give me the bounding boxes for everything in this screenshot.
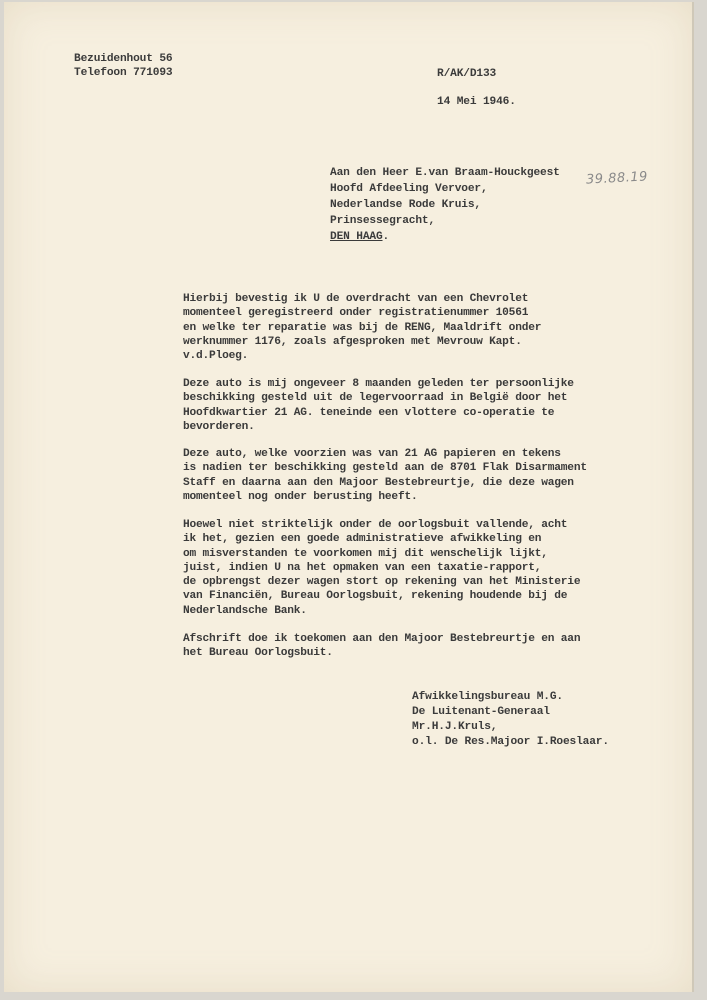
- paragraph-line: ik het, gezien een goede administratieve afwikkeling en: [183, 533, 542, 546]
- recipient-line-4: Prinsessegracht,: [330, 215, 436, 227]
- paragraph-2: [183, 377, 633, 434]
- recipient-city-suffix: .: [382, 231, 390, 243]
- recipient-city-line: [330, 230, 389, 244]
- paragraph-line: beschikking gesteld uit de legervoorraad in België door het: [183, 392, 568, 405]
- recipient-line-3: Nederlandse Rode Kruis,: [330, 199, 481, 211]
- paragraph-5: [183, 632, 633, 661]
- paragraph-1: [183, 292, 633, 363]
- paragraph-line: en welke ter reparatie was bij de RENG, Maaldrift onder: [183, 321, 542, 334]
- paragraph-line: Nederlandsche Bank.: [183, 604, 307, 617]
- signature-line-4: o.l. De Res.Majoor I.Roeslaar.: [412, 736, 609, 748]
- paragraph-line: werknummer 1176, zoals afgesproken met Mevrouw Kapt.: [183, 335, 522, 348]
- recipient-line-1: Aan den Heer E.van Braam-Houckgeest: [330, 167, 560, 179]
- paragraph-line: Deze auto is mij ongeveer 8 maanden geleden ter persoonlijke: [183, 378, 574, 390]
- paragraph-3: [183, 447, 633, 504]
- reference-number: R/AK/D133: [437, 68, 497, 80]
- signature-line-3: Mr.H.J.Kruls,: [412, 721, 498, 733]
- sender-phone: Telefoon 771093: [74, 67, 173, 79]
- paragraph-line: Hierbij bevestig ik U de overdracht van een Chevrolet: [183, 293, 529, 305]
- paragraph-line: om misverstanden te voorkomen mij dit wenschelijk lijkt,: [183, 547, 548, 560]
- paragraph-line: Hoewel niet striktelijk onder de oorlogsbuit vallende, acht: [183, 519, 568, 531]
- letter-date: 14 Mei 1946.: [437, 96, 516, 108]
- paragraph-line: Hoofdkwartier 21 AG. teneinde een vlottere co-operatie te: [183, 406, 555, 419]
- paragraph-line: bevorderen.: [183, 420, 255, 433]
- paragraph-line: momenteel nog onder berusting heeft.: [183, 490, 418, 503]
- paragraph-line: momenteel geregistreerd onder registratienummer 10561: [183, 307, 529, 320]
- paragraph-line: Deze auto, welke voorzien was van 21 AG papieren en tekens: [183, 448, 561, 460]
- signature-line-2: De Luitenant-Generaal: [412, 706, 550, 718]
- paragraph-line: Afschrift doe ik toekomen aan den Majoor Bestebreurtje en aan: [183, 633, 581, 645]
- paragraph-line: juist, indien U na het opmaken van een taxatie-rapport,: [183, 561, 542, 574]
- paragraph-line: Staff en daarna aan den Majoor Bestebreurtje, die deze wagen: [183, 476, 574, 489]
- pencil-annotation: 39.88.19: [585, 169, 649, 188]
- sender-address: Bezuidenhout 56: [74, 53, 173, 65]
- paragraph-line: v.d.Ploeg.: [183, 350, 249, 363]
- signature-line-1: Afwikkelingsbureau M.G.: [412, 691, 563, 703]
- paragraph-line: het Bureau Oorlogsbuit.: [183, 647, 333, 660]
- recipient-city: DEN HAAG: [330, 231, 383, 243]
- paragraph-line: van Financiën, Bureau Oorlogsbuit, rekening houdende bij de: [183, 590, 568, 603]
- recipient-line-2: Hoofd Afdeeling Vervoer,: [330, 183, 488, 195]
- paragraph-4: [183, 518, 633, 618]
- paragraph-line: is nadien ter beschikking gesteld aan de 8701 Flak Disarmament: [183, 462, 587, 475]
- paragraph-line: de opbrengst dezer wagen stort op rekening van het Ministerie: [183, 576, 581, 589]
